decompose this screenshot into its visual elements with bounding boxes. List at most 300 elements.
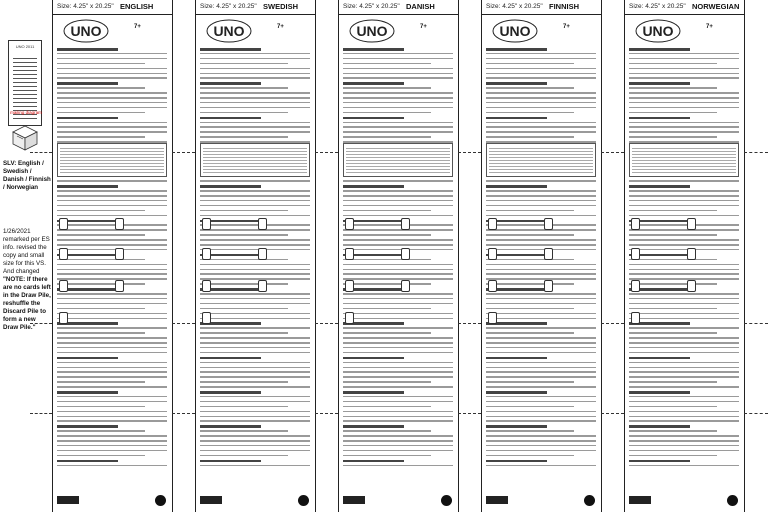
text-line [343,445,453,447]
text-line [200,190,310,192]
text-line [343,97,453,99]
text-line [486,460,547,463]
text-line [343,249,453,251]
rule-box [486,143,596,177]
text-line [343,107,453,109]
text-line [629,273,739,275]
text-line [343,112,431,114]
sidebar [0,0,52,512]
text-line [200,342,310,344]
text-line [486,303,596,305]
text-line [629,259,717,261]
text-line [57,112,145,114]
text-line [486,420,596,422]
text-line [200,396,310,398]
fold-mark [458,413,481,414]
text-line [343,293,453,295]
text-line [486,440,596,442]
age-rating: 7+ [563,24,570,30]
mattel-logo-icon [441,495,452,506]
text-line [57,82,118,85]
text-line [57,337,167,339]
text-line [629,357,690,360]
text-line [486,450,596,452]
text-line [200,53,310,55]
text-line [57,357,118,360]
text-line [200,381,288,383]
text-line [57,234,145,236]
text-line [486,269,596,271]
text-line [343,273,453,275]
age-rating: 7+ [277,24,284,30]
text-line [343,239,453,241]
text-line [629,77,739,79]
brand-logo-icon [343,496,365,504]
text-line [343,371,453,373]
text-line [57,327,167,329]
text-line [343,308,431,310]
text-line [57,259,145,261]
text-line [200,73,310,75]
text-line [629,68,739,70]
text-line [629,210,717,212]
text-line [486,185,547,188]
text-line [57,244,167,246]
text-line [57,445,167,447]
text-line [343,131,453,133]
text-line [200,136,288,138]
text-line [343,420,453,422]
text-line [486,313,596,315]
text-line [629,303,739,305]
text-line [629,371,739,373]
card-icon [345,312,354,324]
size-label: Size: 4.25" x 20.25" [343,3,400,10]
text-line [57,117,118,120]
text-line [343,460,404,463]
text-line [486,229,596,231]
text-line [486,234,574,236]
text-line [629,327,739,329]
size-label: Size: 4.25" x 20.25" [57,3,114,10]
text-line [200,357,261,360]
card-icon [631,312,640,324]
text-line [200,102,310,104]
text-line [343,376,453,378]
text-line [57,229,167,231]
text-line [200,298,310,300]
text-line [486,283,574,285]
text-line [486,445,596,447]
text-line [629,430,717,432]
text-line [57,210,145,212]
text-line [200,273,310,275]
text-line [343,332,431,334]
text-line [57,411,167,413]
card-icon [488,218,497,230]
card-icon [544,218,553,230]
text-line [486,371,596,373]
text-line [343,455,431,457]
text-line [200,117,261,120]
text-line [629,337,739,339]
text-line [486,224,596,226]
text-line [629,278,739,280]
text-line [343,180,453,182]
text-line [57,53,167,55]
text-line [629,313,739,315]
text-line [57,406,145,408]
rule-box [57,143,167,177]
text-line [486,362,596,364]
text-line [57,126,167,128]
text-line [57,308,145,310]
text-line [486,112,574,114]
box-diagram-icon [9,122,41,152]
text-line [486,327,596,329]
text-line [200,205,310,207]
text-line [343,440,453,442]
text-line [486,68,596,70]
mattel-logo-icon [584,495,595,506]
mattel-logo-icon [298,495,309,506]
text-line [343,425,404,428]
text-line [57,460,118,463]
text-line [343,215,453,217]
text-line [629,376,739,378]
card-icon [59,280,68,292]
text-line [486,347,596,349]
text-line [629,244,739,246]
text-line [629,269,739,271]
text-line [629,126,739,128]
text-line [343,224,453,226]
card-icon [258,218,267,230]
text-line [57,102,167,104]
text-line [200,126,310,128]
text-line [57,371,167,373]
text-line [629,342,739,344]
text-line [486,376,596,378]
text-line [57,401,167,403]
text-line [486,465,596,467]
text-line [486,195,596,197]
text-line [629,112,717,114]
fold-mark [601,413,624,414]
text-line [57,68,167,70]
text-line [486,455,574,457]
age-rating: 7+ [134,24,141,30]
text-line [57,391,118,394]
text-line [343,381,431,383]
text-line [200,63,288,65]
text-line [200,455,288,457]
text-line [629,97,739,99]
text-line [343,102,453,104]
text-line [343,185,404,188]
text-line [343,362,453,364]
text-line [486,357,547,360]
text-line [57,362,167,364]
text-line [57,440,167,442]
brand-logo-icon [629,496,651,504]
revision-quote: "NOTE: If there are no cards left in the Draw Pile, reshuffle the Discard Pile to form a new Draw Pile." [3,276,51,331]
box-label: mailing diagram [10,110,42,115]
text-line [200,460,261,463]
text-line [486,391,547,394]
text-line [486,308,574,310]
thumbnail-label: UNO 2011 [15,44,35,49]
text-line [343,337,453,339]
text-line [343,269,453,271]
text-line [57,347,167,349]
text-line [57,215,167,217]
text-line [57,73,167,75]
fold-mark [744,152,768,153]
text-line [200,112,288,114]
text-line [343,435,453,437]
card-icon [631,218,640,230]
text-line [200,278,310,280]
text-line [200,416,310,418]
text-line [200,293,310,295]
text-line [629,264,739,266]
card-icon [115,280,124,292]
text-line [486,352,596,354]
text-line [57,386,167,388]
text-line [486,318,596,320]
text-line [200,411,310,413]
text-line [629,401,739,403]
text-line [343,264,453,266]
text-line [629,239,739,241]
text-line [629,318,739,320]
card-icon [202,218,211,230]
uno-logo-icon [348,18,396,44]
age-rating: 7+ [706,24,713,30]
text-line [200,200,310,202]
fold-mark [315,323,338,324]
text-line [343,396,453,398]
text-line [343,244,453,246]
column-finnish [481,0,601,512]
card-icon [687,218,696,230]
card-icon [687,280,696,292]
text-line [200,185,261,188]
text-line [629,435,739,437]
text-line [57,239,167,241]
text-line [629,445,739,447]
text-line [486,259,574,261]
text-line [486,430,574,432]
text-line [486,411,596,413]
card-icon [115,218,124,230]
text-line [343,357,404,360]
text-line [343,122,453,124]
fold-mark [744,413,768,414]
card-icon [488,280,497,292]
text-line [486,102,596,104]
text-line [343,92,453,94]
text-line [200,259,288,261]
text-line [343,259,431,261]
text-line [486,249,596,251]
card-icon [202,248,211,260]
fold-mark [315,413,338,414]
rules-text-block [200,48,310,482]
card-icon [631,280,640,292]
text-line [57,97,167,99]
text-line [486,337,596,339]
mattel-logo-icon [155,495,166,506]
text-line [200,58,310,60]
text-line [343,278,453,280]
fold-mark [744,323,768,324]
logo-text: UNO [70,23,102,39]
text-line [57,180,167,182]
rules-text-block [343,48,453,482]
text-line [486,298,596,300]
fold-mark [172,413,195,414]
text-line [629,440,739,442]
text-line [57,185,118,188]
text-line [486,126,596,128]
revision-note [3,228,51,332]
text-line [200,332,288,334]
text-line [486,367,596,369]
text-line [343,210,431,212]
text-line [57,224,167,226]
text-line [629,425,690,428]
text-line [200,313,310,315]
text-line [486,425,547,428]
uno-logo-icon [491,18,539,44]
text-line [343,430,431,432]
uno-logo-icon [634,18,682,44]
text-line [486,381,574,383]
text-line [200,131,310,133]
text-line [486,401,596,403]
language-label: DANISH [406,2,435,11]
text-line [629,136,717,138]
text-line [629,73,739,75]
card-icon [202,280,211,292]
text-line [200,180,310,182]
text-line [57,430,145,432]
language-label: SWEDISH [263,2,299,11]
text-line [343,68,453,70]
text-line [57,298,167,300]
text-line [200,77,310,79]
language-label: FINNISH [549,2,579,11]
card-icon [631,248,640,260]
text-line [486,53,596,55]
text-line [200,362,310,364]
text-line [629,298,739,300]
text-line [486,136,574,138]
fold-mark [601,152,624,153]
fold-mark [30,323,52,324]
text-line [200,420,310,422]
rule-box [343,143,453,177]
brand-logo-icon [200,496,222,504]
text-line [57,136,145,138]
text-line [57,455,145,457]
text-line [200,440,310,442]
text-line [57,278,167,280]
text-line [629,92,739,94]
text-line [343,352,453,354]
text-line [57,107,167,109]
text-line [200,303,310,305]
text-line [343,195,453,197]
text-line [343,229,453,231]
card-icon [401,248,410,260]
text-line [629,249,739,251]
text-line [629,53,739,55]
text-line [629,450,739,452]
logo-text: UNO [499,23,531,39]
text-line [343,303,453,305]
text-line [343,73,453,75]
text-line [200,269,310,271]
text-line [486,273,596,275]
rules-text-block [629,48,739,482]
card-icon [115,248,124,260]
text-line [486,77,596,79]
text-line [57,465,167,467]
text-line [57,313,167,315]
rules-text-block [486,48,596,482]
text-line [200,264,310,266]
text-line [343,136,431,138]
text-line [486,180,596,182]
text-line [57,396,167,398]
text-line [200,435,310,437]
brand-logo-icon [57,496,79,504]
text-line [57,367,167,369]
text-line [343,200,453,202]
text-line [629,224,739,226]
text-line [200,337,310,339]
card-icon [258,280,267,292]
text-line [343,391,404,394]
card-icon [345,218,354,230]
text-line [343,82,404,85]
text-line [57,435,167,437]
mattel-logo-icon [727,495,738,506]
text-line [200,210,288,212]
text-line [486,244,596,246]
text-line [629,308,717,310]
text-line [57,450,167,452]
rules-text-block [57,48,167,482]
text-line [57,131,167,133]
text-line [200,107,310,109]
fold-mark [172,152,195,153]
text-line [57,190,167,192]
text-line [343,126,453,128]
text-line [486,396,596,398]
text-line [200,352,310,354]
text-line [57,303,167,305]
text-line [57,58,167,60]
text-line [486,406,574,408]
text-line [629,406,717,408]
card-icon [345,248,354,260]
text-line [629,63,717,65]
card-icon [544,248,553,260]
